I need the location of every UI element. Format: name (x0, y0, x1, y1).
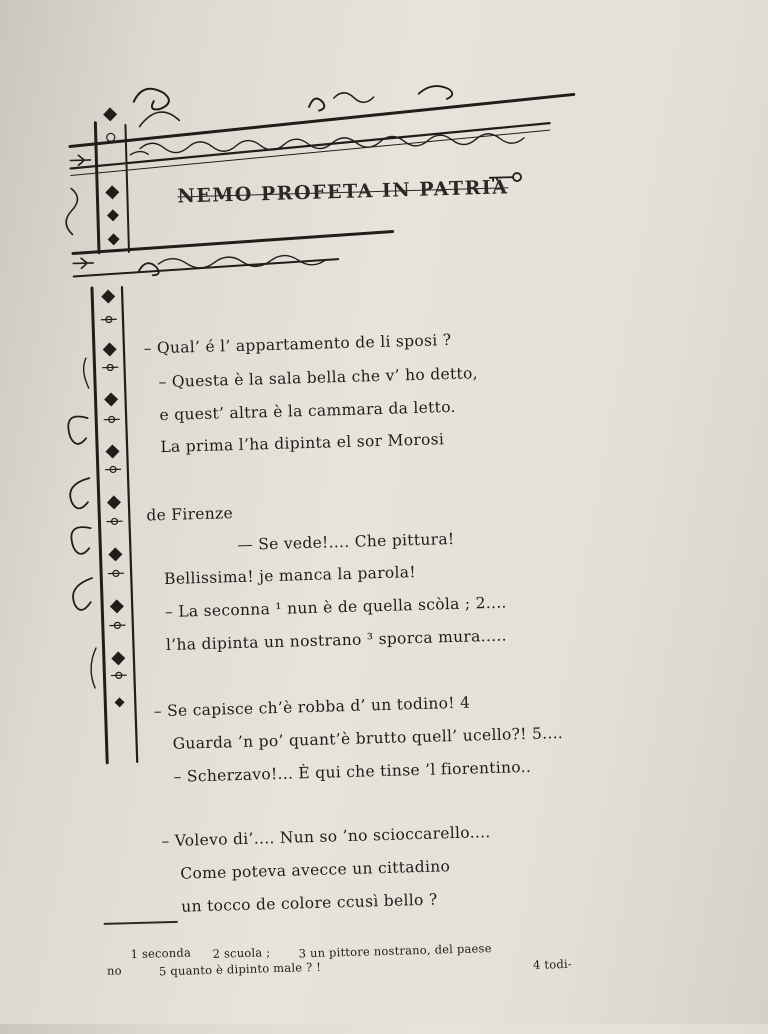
poem-line: Bellissima! je manca la parola! (164, 563, 416, 588)
footnote: 4 todi- (533, 957, 572, 972)
poem-line: – Se capisce ch’è robba d’ un todino! 4 (154, 694, 471, 721)
poem-line: Guarda ’n po’ quant’è brutto quell’ ucello?! 5.... (172, 724, 563, 753)
poem-line: La prima l’ha dipinta el sor Morosi (160, 430, 444, 456)
poem-line: de Firenze (146, 504, 233, 524)
ornamental-frame (0, 0, 754, 11)
poem-line: Come poteva avecce un cittadino (180, 857, 450, 883)
poem-line: – Volevo di’.... Nun so ’no scioccarello.... (161, 823, 491, 850)
poem-line: – Scherzavo!... È qui che tinse ’l fiorentino.. (173, 758, 531, 786)
poem-line: e quest’ altra è la cammara da letto. (159, 398, 456, 424)
page-title: NEMO PROFETA IN PATRIA (177, 176, 509, 207)
footnote: 3 un pittore nostrano, del paese (298, 941, 491, 960)
poem-line: – Qual’ é l’ appartamento de li sposi ? (143, 331, 451, 358)
poem-line: – Questa è la sala bella che v’ ho detto, (158, 364, 478, 391)
footnote: 1 seconda (130, 945, 191, 961)
poem-line: – La seconna ¹ nun è de quella scòla ; 2.... (165, 594, 507, 622)
footnote: 2 scuola ; (212, 945, 270, 961)
poem-line: l’ha dipinta un nostrano ³ sporca mura..... (166, 627, 507, 655)
footnote-continuation: no (107, 963, 122, 977)
poem-line: un tocco de colore ccusì bello ? (181, 891, 438, 916)
key-ornament-icon (487, 170, 523, 185)
poem-line: — Se vede!.... Che pittura! (237, 530, 455, 554)
footnote: 5 quanto è dipinto male ? ! (159, 960, 321, 979)
